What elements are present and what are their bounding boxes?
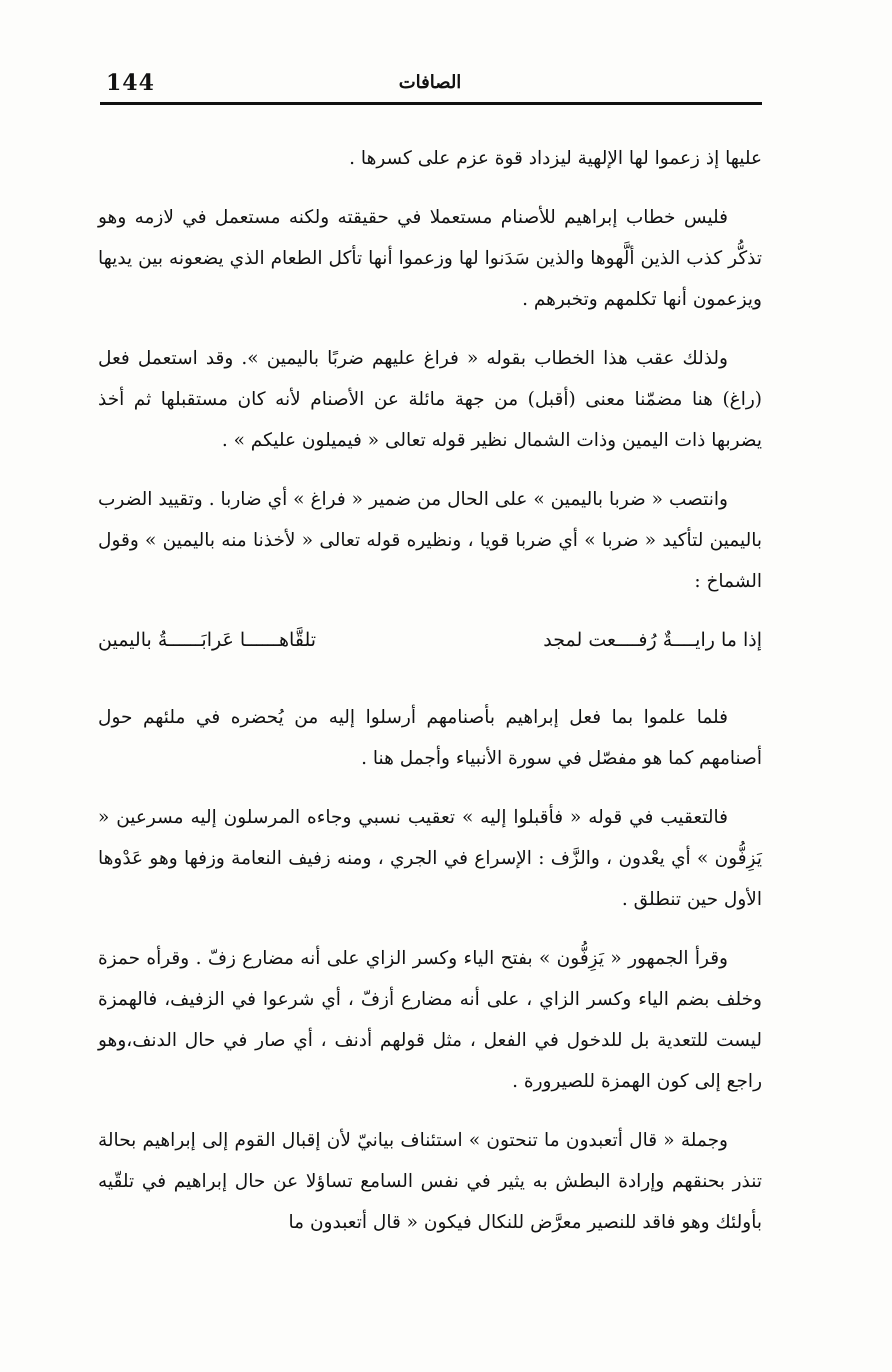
paragraph: فالتعقيب في قوله « فأقبلوا إليه » تعقيب نسبي وجاءه المرسلون إليه مسرعين « يَزِفُّون » أي يعْدون ، والزَّف : الإسراع في الجري ، ومنه زفيف النعامة وزفها وهو عَدْوها الأول حين تنطلق .	[98, 807, 762, 910]
header-rule	[100, 102, 762, 105]
verse-second-hemistich: تلقَّاهــــــا عَرابَــــــةُ باليمين	[98, 629, 317, 651]
paragraph: وانتصب « ضربا باليمين » على الحال من ضمير « فراغ » أي ضاربا . وتقييد الضرب باليمين لتأكيد « ضربا » أي ضربا قويا ، ونظيره قوله تعالى « لأخذنا منه باليمين » وقول الشماخ :	[98, 489, 762, 592]
page-number: 144	[106, 70, 155, 96]
paragraph: عليها إذ زعموا لها الإلهية ليزداد قوة عزم على كسرها .	[349, 148, 762, 169]
running-title: الصافات	[398, 72, 462, 93]
body-text	[98, 138, 762, 1261]
paragraph: فلما علموا بما فعل إبراهيم بأصنامهم أرسلوا إليه من يُحضره في ملئهم حول أصنامهم كما هو مفصّل في سورة الأنبياء وأجمل هنا .	[98, 707, 762, 769]
paragraph: وجملة « قال أتعبدون ما تنحتون » استئناف بيانيّ لأن إقبال القوم إلى إبراهيم بحالة تنذر بحنقهم وإرادة البطش به يثير في نفس السامع تساؤلا عن حال إبراهيم في تلقّيه بأولئك وهو فاقد للنصير معرَّض للنكال فيكون « قال أتعبدون ما	[98, 1130, 762, 1233]
paragraph: ولذلك عقب هذا الخطاب بقوله « فراغ عليهم ضربًا باليمين ». وقد استعمل فعل (راغ) هنا مضمّنا معنى (أقبل) من جهة مائلة عن الأصنام لأنه كان مستقبلها ثم أخذ يضربها ذات اليمين وذات الشمال نظير قوله تعالى « فيميلون عليكم » .	[98, 348, 762, 451]
poetry-verse	[98, 620, 762, 661]
verse-first-hemistich: إذا ما رايــــةٌ رُفــــعت لمجد	[543, 629, 762, 651]
paragraph: وقرأ الجمهور « يَزِفُّون » بفتح الياء وكسر الزاي على أنه مضارع زفّ . وقرأه حمزة وخلف بضم الياء وكسر الزاي ، على أنه مضارع أزفّ ، أي شرعوا في الزفيف، فالهمزة ليست للتعدية بل للدخول في الفعل ، مثل قولهم أدنف ، أي صار في حال الدنف،وهو راجع إلى كون الهمزة للصيرورة .	[98, 948, 762, 1092]
paragraph: فليس خطاب إبراهيم للأصنام مستعملا في حقيقته ولكنه مستعمل في لازمه وهو تذكُّر كذب الذين ألَّهوها والذين سَدَنوا لها وزعموا أنها تأكل الطعام الذي يضعونه بين يديها ويزعمون أنها تكلمهم وتخبرهم .	[98, 207, 762, 310]
page-header	[100, 62, 760, 106]
